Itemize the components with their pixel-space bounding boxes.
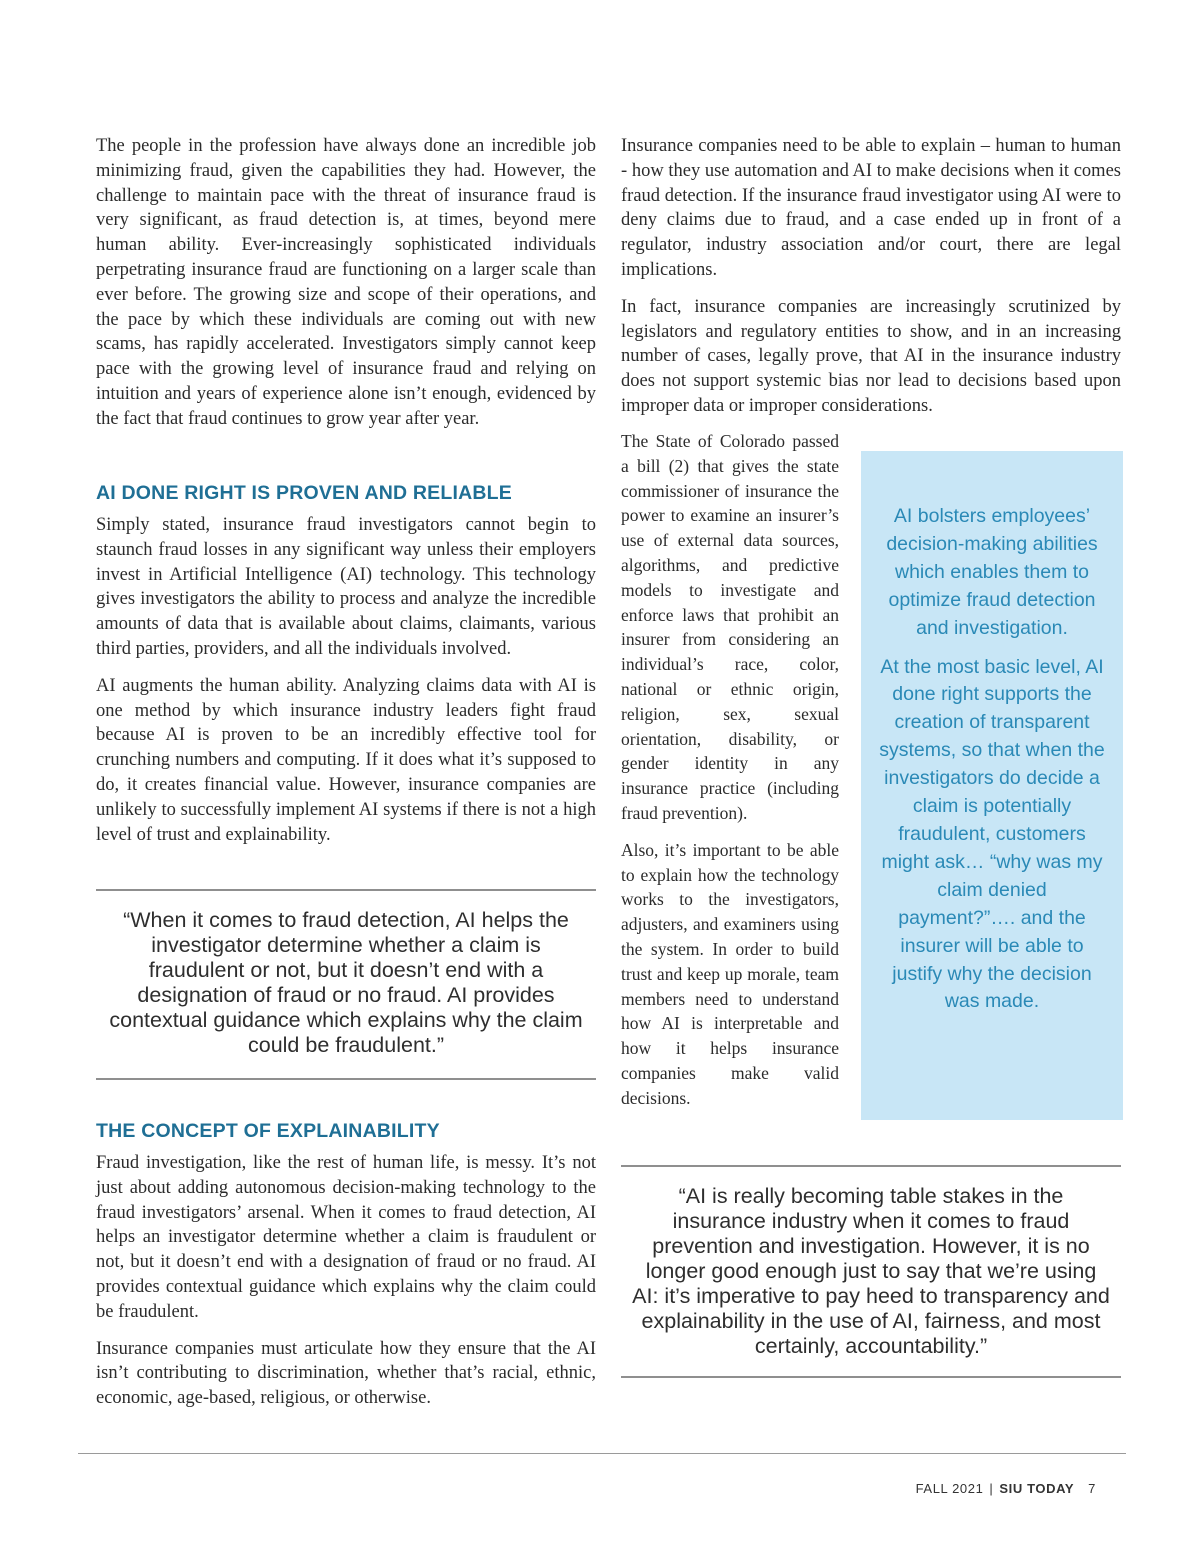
pull-quote-top-rule	[96, 889, 596, 891]
footer-separator: |	[989, 1481, 994, 1496]
page-footer	[916, 1481, 1096, 1496]
intro-paragraph: The people in the profession have always done an incredible job minimizing fraud, given the capabilities they had. However, the challenge to maintain pace with the threat of insurance fraud is very significant, as fraud detection is, at times, beyond mere human ability. Ever-increasingly sophisticated individuals perpetrating insurance fraud are functioning on a larger scale than ever before. The growing size and scope of their operations, and the pace by which these individuals are coming out with new scams, has rapidly accelerated. Investigators simply cannot keep pace with the growing level of insurance fraud and relying on intuition and years of experience alone isn’t enough, evidenced by the fact that fraud continues to grow year after year.	[96, 136, 596, 429]
right-column-narrow	[621, 429, 839, 1111]
sidebar-paragraph-1: AI bolsters employees’ decision-making abilities which enables them to optimize fraud detection and investigation.	[886, 505, 1098, 639]
footer-rule	[78, 1453, 1126, 1454]
right-paragraph-1: Insurance companies need to be able to explain – human to human - how they use automation and AI to make decisions when it comes fraud detection. If the insurance fraud investigator using AI were to deny claims due to fraud, and a case ended up in front of a regulator, industry association and/or court, there are legal implications.	[621, 136, 1121, 280]
section-heading-ai-done-right	[96, 482, 616, 505]
pull-quote-right-top-rule	[621, 1165, 1121, 1167]
pull-quote-left: “When it comes to fraud detection, AI helps the investigator determine whether a claim is fraudulent or not, but it doesn’t end with a designation of fraud or no fraud. AI provides contextual guidance which explains why the claim could be fraudulent.”	[109, 908, 583, 1057]
section-1-paragraph-1: Simply stated, insurance fraud investigators cannot begin to staunch fraud losses in any significant way unless their employers invest in Artificial Intelligence (AI) technology. This technology gives investigators the ability to process and analyze the incredible amounts of data that is available about claims, claimants, various third parties, providers, and all the individuals involved.	[96, 515, 596, 659]
heading-ai-done-right: AI DONE RIGHT IS PROVEN AND RELIABLE	[96, 482, 513, 504]
right-paragraph-4: Also, it’s important to be able to explain how the technology works to the investigators, adjusters, and examiners using the system. In order to build trust and keep up morale, team members need to understand how AI is interpretable and how it helps insurance companies make valid decisions.	[621, 839, 839, 1108]
heading-explainability: THE CONCEPT OF EXPLAINABILITY	[96, 1120, 440, 1142]
section-explainability-body	[96, 1151, 596, 1411]
pull-quote-bottom-rule	[96, 1078, 596, 1080]
section-1-paragraph-2: AI augments the human ability. Analyzing claims data with AI is one method by which insurance industry leaders fight fraud because AI is proven to be an incredibly effective tool for crunching numbers and computing. If it does what it’s supposed to do, it creates financial value. However, insurance companies are unlikely to successfully implement AI systems if there is not a high level of trust and explainability.	[96, 675, 596, 845]
section-heading-explainability	[96, 1120, 616, 1143]
footer-magazine-name: SIU TODAY	[999, 1481, 1075, 1496]
sidebar-callout	[861, 451, 1123, 1120]
pull-quote-right: “AI is really becoming table stakes in the insurance industry when it comes to fraud prevention and investigation. However, it is no longer good enough just to say that we’re using AI: it’s imperative to pay heed to transparency and explainability in the use of AI, fairness, and most certainly, accountability.”	[632, 1184, 1110, 1358]
page-number: 7	[1088, 1481, 1096, 1496]
footer-issue: FALL 2021	[915, 1481, 984, 1496]
sidebar-paragraph-2: At the most basic level, AI done right supports the creation of transparent systems, so that when the investigators do decide a claim is potentially fraudulent, customers might ask… “why was my claim denied payment?”…. and the insurer will be able to justify why the decision was made.	[879, 655, 1105, 1013]
left-column	[96, 134, 596, 432]
section-ai-done-right-body	[96, 513, 596, 847]
right-paragraph-2: In fact, insurance companies are increasingly scrutinized by legislators and regulatory entities to show, and in an increasing number of cases, legally prove, that AI in the insurance industry does not support systemic bias nor lead to decisions based upon improper data or improper considerations.	[621, 296, 1121, 416]
pull-quote-right-bottom-rule	[621, 1376, 1121, 1378]
section-2-paragraph-1: Fraud investigation, like the rest of human life, is messy. It’s not just about adding autonomous decision-making technology to the fraud investigators’ arsenal. When it comes to fraud detection, AI helps an investigator determine whether a claim is fraudulent or not, but it doesn’t end with a designation of fraud or no fraud. AI provides contextual guidance which explains why the claim could be fraudulent.	[96, 1153, 596, 1322]
right-paragraph-3: The State of Colorado passed a bill (2) that gives the state commissioner of insurance the power to examine an insurer’s use of external data sources, algorithms, and predictive models to investigate and enforce laws that prohibit an insurer from considering an individual’s race, color, national or ethnic origin, religion, sex, sexual orientation, disability, or gender identity in any insurance practice (including fraud prevention).	[621, 431, 839, 823]
right-column-top	[621, 134, 1121, 419]
section-2-paragraph-2: Insurance companies must articulate how they ensure that the AI isn’t contributing to discrimination, whether that’s racial, ethnic, economic, age-based, religious, or otherwise.	[96, 1338, 596, 1409]
